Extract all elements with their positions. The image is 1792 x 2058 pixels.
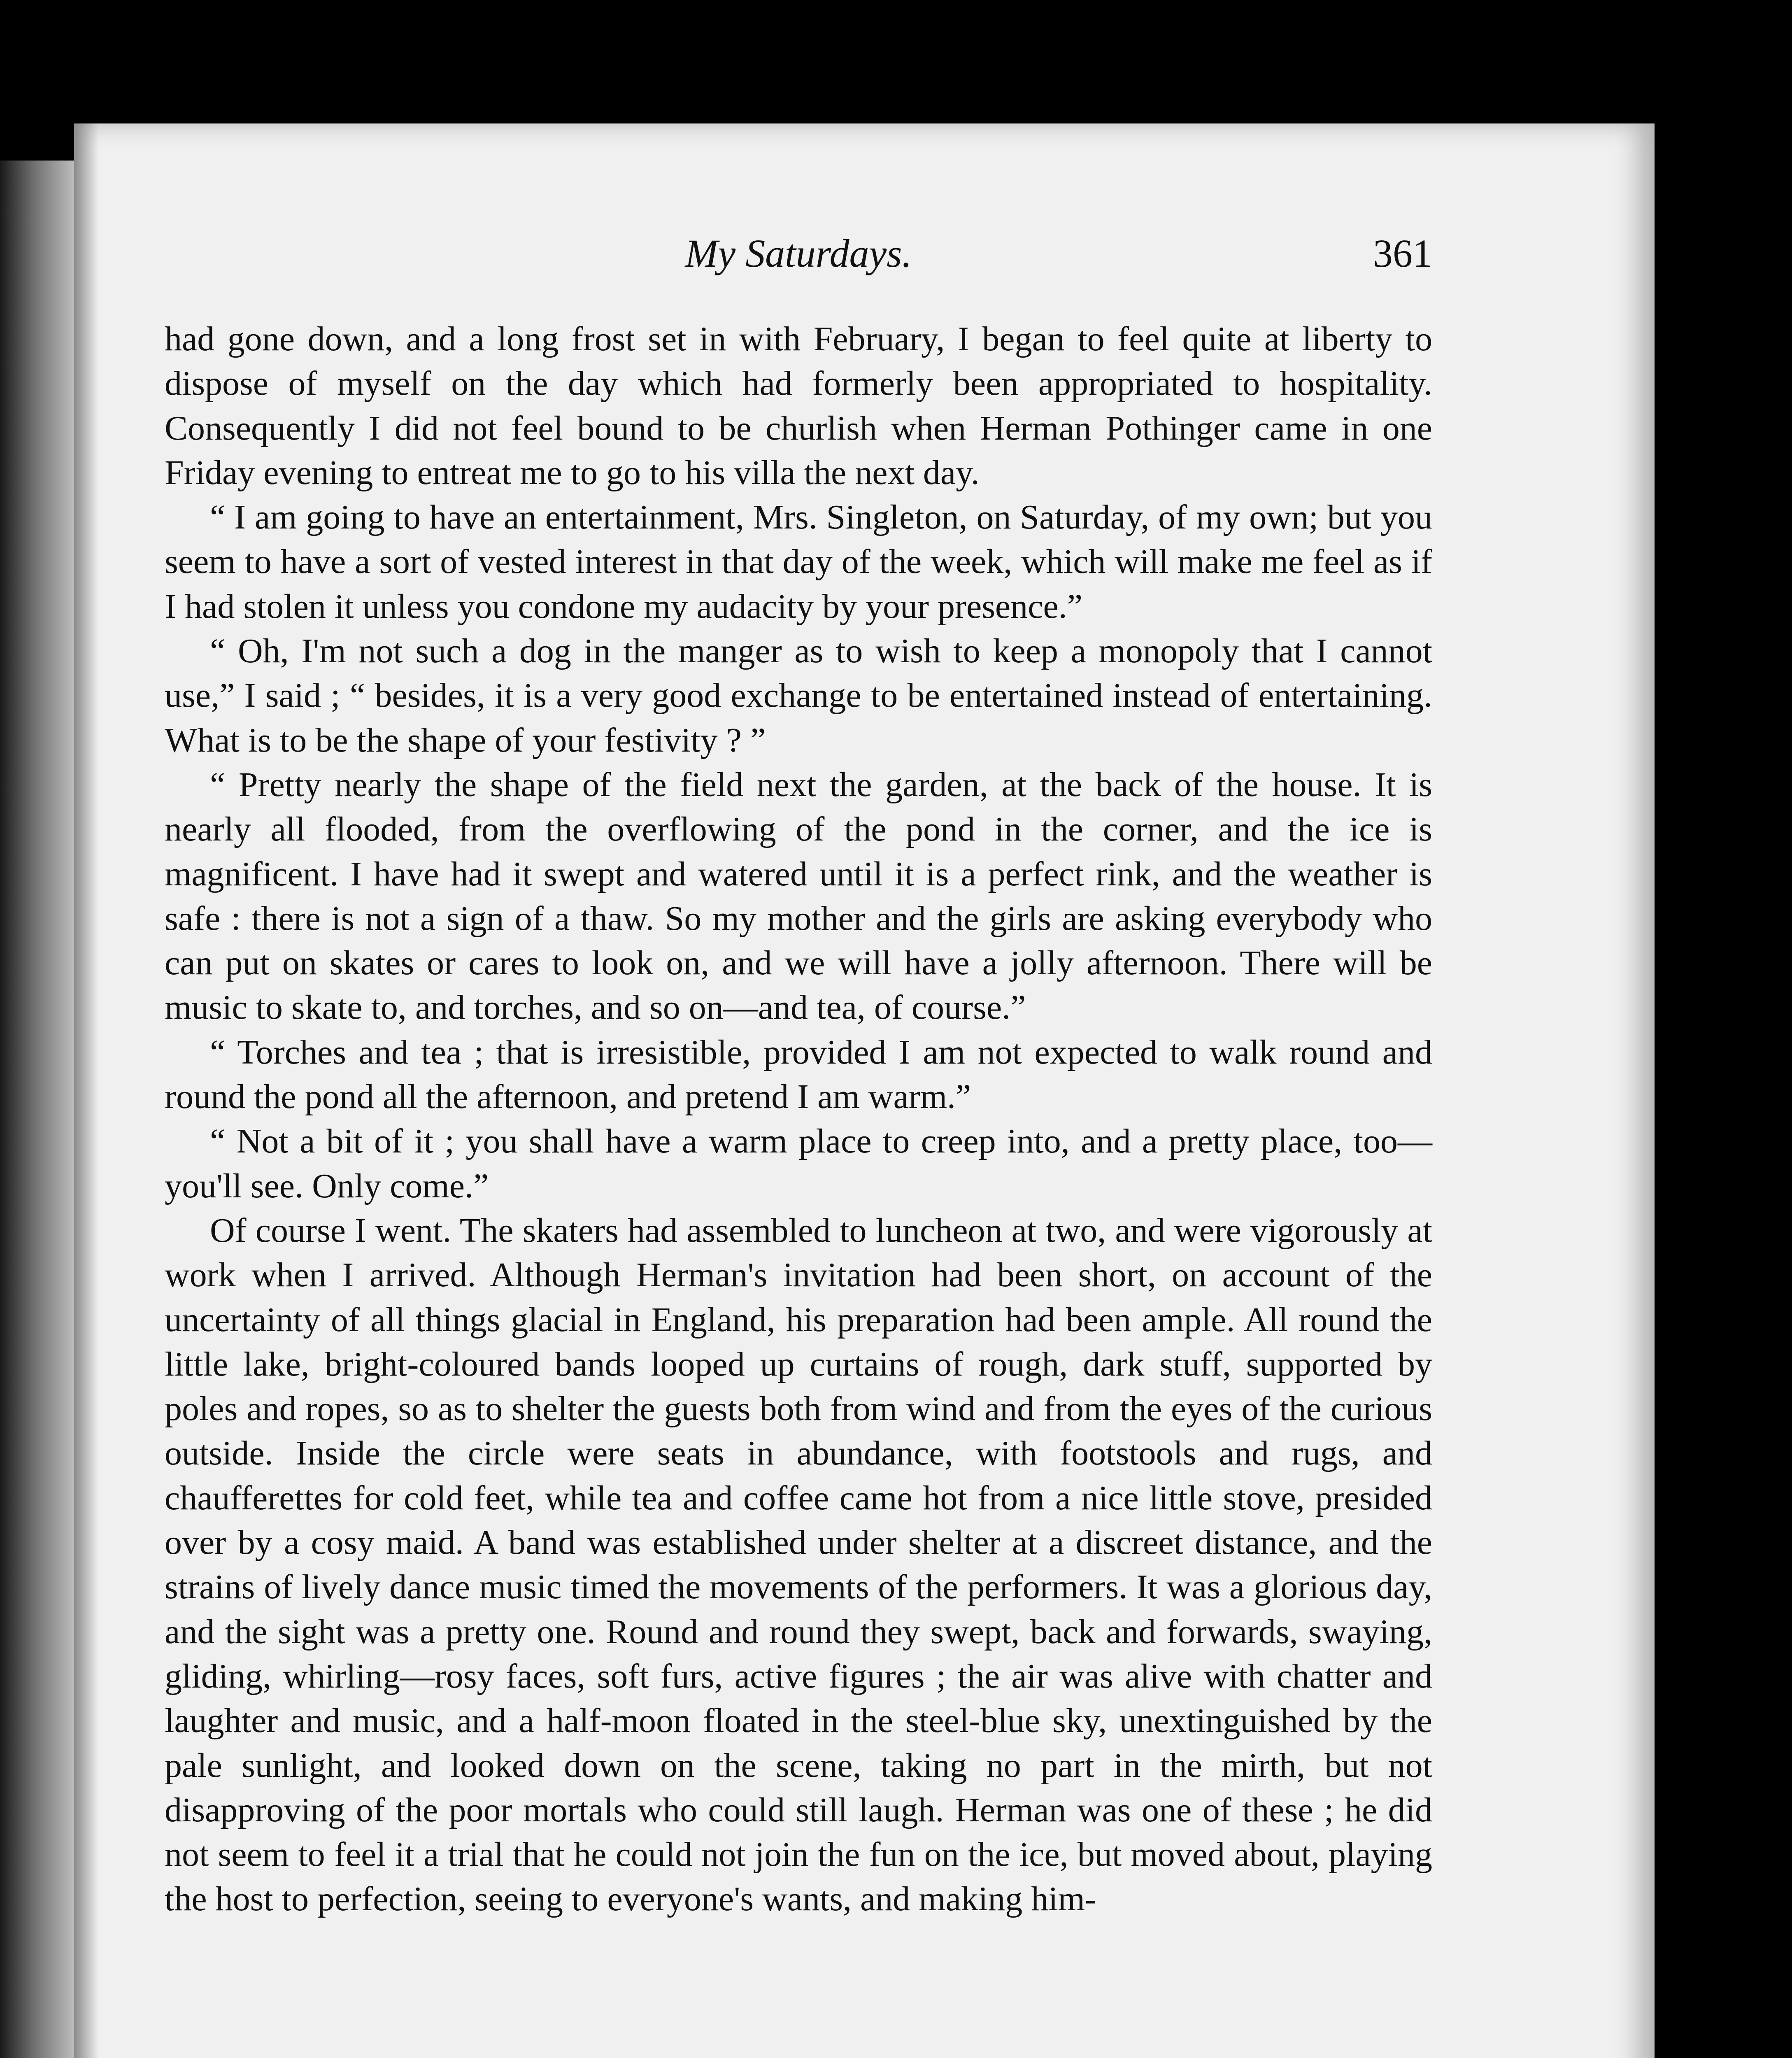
- spine-shadow: [74, 123, 99, 2058]
- paragraph: “ Torches and tea ; that is irresistible, provided I am not expected to walk round and round the pond all the afternoon, and pretend I am warm.”: [165, 1033, 1432, 1116]
- scan-background: [1655, 123, 1792, 2058]
- paragraph: “ I am going to have an entertainment, Mrs. Singleton, on Saturday, of my own; but you seem to have a sort of vested interest in that day of the week, which will make me feel as if I had stolen it unless you condone my audacity by your presence.”: [165, 498, 1432, 626]
- paragraph: “ Oh, I'm not such a dog in the manger as to wish to keep a monopoly that I cannot use,” I said ; “ besides, it is a very good exchange to be entertained instead of entertaining. What is to be the shape of your festivity ? ”: [165, 632, 1432, 759]
- paragraph: Of course I went. The skaters had assembled to luncheon at two, and were vigorously at work when I arrived. Although Herman's invitation had been short, on account of the uncertainty of all things glacial in England, his preparation had been ample. All round the little lake, bright-coloured bands looped up curtains of rough, dark stuff, supported by poles and ropes, so as to shelter the guests both from wind and from the eyes of the curious outside. Inside the circle were seats in abundance, with footstools and rugs, and chaufferettes for cold feet, while tea and coffee came hot from a nice little stove, presided over by a cosy maid. A band was established under shelter at a discreet distance, and the strains of lively dance music timed the movements of the performers. It was a glorious day, and the sight was a pretty one. Round and round they swept, back and forwards, swaying, gliding, whirling—rosy faces, soft furs, active figures ; the air was alive with chatter and laughter and music, and a half-moon floated in the steel-blue sky, unextinguished by the pale sunlight, and looked down on the scene, taking no part in the mirth, but not disapproving of the poor mortals who could still laugh. Herman was one of these ; he did not seem to feel it a trial that he could not join the fun on the ice, but moved about, playing the host to perfection, seeing to everyone's wants, and making him-: [165, 1211, 1432, 1918]
- page-number: 361: [1373, 231, 1432, 275]
- running-title: My Saturdays.: [685, 231, 912, 275]
- paragraph: had gone down, and a long frost set in with February, I began to feel quite at liberty to dispose of myself on the day which had formerly been appropriated to hospitality. Consequently I did not feel bound to be churlish when Herman Pothinger came in one Friday evening to entreat me to go to his villa the next day.: [165, 320, 1432, 492]
- paragraph: “ Pretty nearly the shape of the field next the garden, at the back of the house. It is nearly all flooded, from the overflowing of the pond in the corner, and the ice is magnificent. I have had it swept and watered until it is a perfect rink, and the weather is safe : there is not a sign of a thaw. So my mother and the girls are asking everybody who can put on skates or cares to look on, and we will have a jolly afternoon. There will be music to skate to, and torches, and so on—and tea, of course.”: [165, 765, 1432, 1027]
- adjacent-page-edge: [0, 161, 74, 2058]
- page-header: [165, 230, 1432, 284]
- paragraph: “ Not a bit of it ; you shall have a warm place to creep into, and a pretty place, too—you'll see. Only come.”: [165, 1122, 1432, 1205]
- body-text: [165, 317, 1432, 1922]
